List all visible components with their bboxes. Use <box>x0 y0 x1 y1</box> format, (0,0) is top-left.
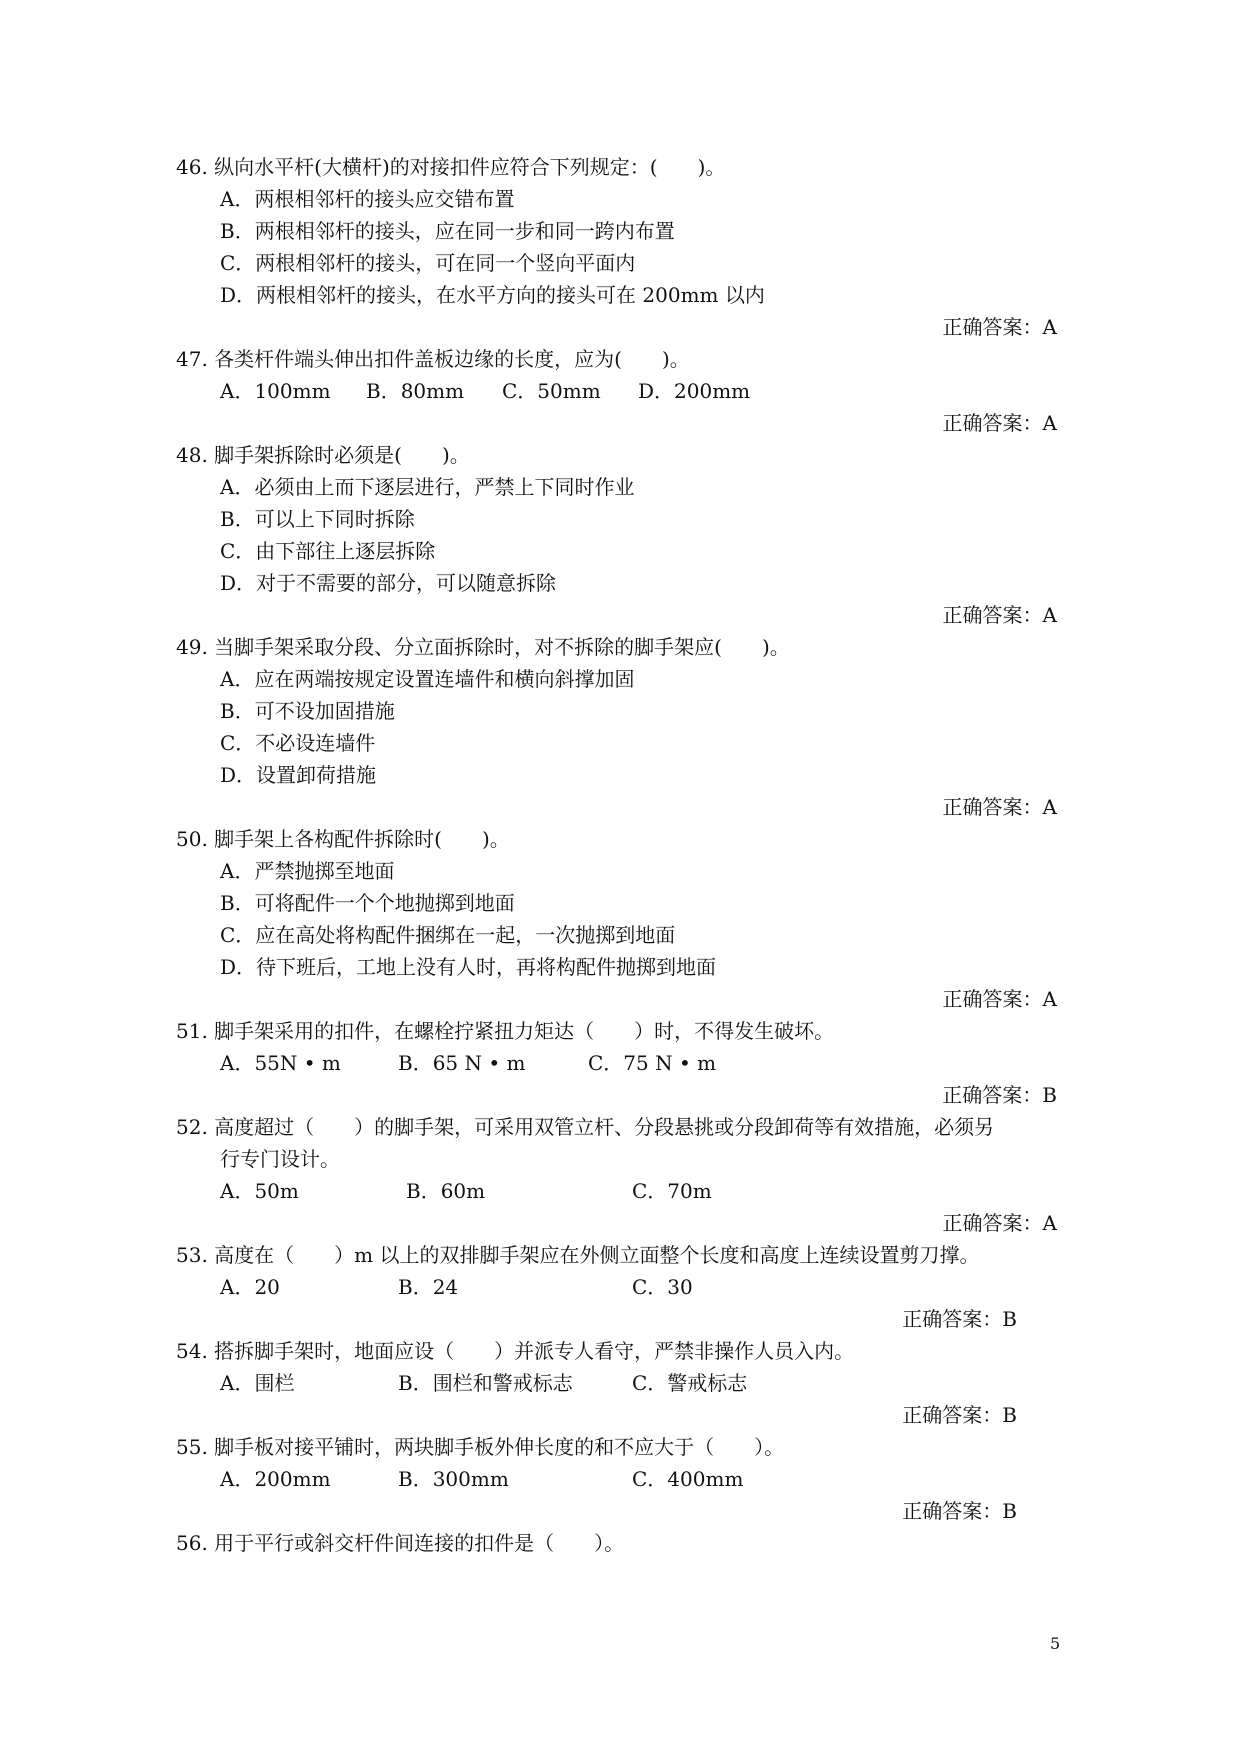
answer: 正确答案：A <box>942 315 1057 339</box>
option: C．30 <box>632 1275 693 1299</box>
option: C．不必设连墙件 <box>220 731 376 755</box>
option: C．两根相邻杆的接头，可在同一个竖向平面内 <box>220 251 636 275</box>
option: B．围栏和警戒标志 <box>398 1371 573 1395</box>
question-text: 搭拆脚手架时，地面应设（ ）并派专人看守，严禁非操作人员入内。 <box>214 1339 855 1363</box>
question-number: 50. <box>176 827 208 851</box>
option: A．围栏 <box>220 1371 295 1395</box>
option: A．20 <box>220 1275 280 1299</box>
question-55 <box>176 1434 784 1460</box>
option: A．55N • m <box>220 1051 341 1075</box>
options-row <box>220 1178 820 1204</box>
question-text: 当脚手架采取分段、分立面拆除时，对不拆除的脚手架应( )。 <box>214 635 790 659</box>
option: A．两根相邻杆的接头应交错布置 <box>220 187 515 211</box>
answer: 正确答案：A <box>942 411 1057 435</box>
option: B．300mm <box>398 1467 509 1491</box>
option: B．可不设加固措施 <box>220 699 395 723</box>
question-text: 高度在（ ）m 以上的双排脚手架应在外侧立面整个长度和高度上连续设置剪刀撑。 <box>214 1243 980 1267</box>
options-row <box>220 1050 820 1076</box>
question-text: 各类杆件端头伸出扣件盖板边缘的长度，应为( )。 <box>214 347 690 371</box>
question-number: 55. <box>176 1435 208 1459</box>
option: C．75 N • m <box>588 1051 717 1075</box>
question-number: 56. <box>176 1531 208 1555</box>
question-text: 高度超过（ ）的脚手架，可采用双管立杆、分段悬挑或分段卸荷等有效措施，必须另 <box>214 1115 995 1139</box>
options-row <box>220 1274 820 1300</box>
question-50 <box>176 826 510 852</box>
option: A．应在两端按规定设置连墙件和横向斜撑加固 <box>220 667 635 691</box>
option: A．50m <box>220 1179 299 1203</box>
answer: 正确答案：B <box>902 1403 1017 1427</box>
option: A．200mm <box>220 1467 331 1491</box>
answer: 正确答案：B <box>902 1499 1017 1523</box>
option: B．60m <box>406 1179 486 1203</box>
answer: 正确答案：A <box>942 795 1057 819</box>
question-text: 脚手板对接平铺时，两块脚手板外伸长度的和不应大于（ ）。 <box>214 1435 785 1459</box>
page-number: 5 <box>1050 1634 1061 1653</box>
question-56 <box>176 1530 624 1556</box>
question-text: 纵向水平杆(大横杆)的对接扣件应符合下列规定：( )。 <box>214 155 726 179</box>
answer: 正确答案：B <box>902 1307 1017 1331</box>
options-row <box>220 378 820 404</box>
question-47 <box>176 346 690 372</box>
options-row <box>220 1370 820 1396</box>
question-number: 51. <box>176 1019 208 1043</box>
option: C．50mm <box>502 379 601 403</box>
option: B．80mm <box>366 379 465 403</box>
question-number: 47. <box>176 347 208 371</box>
option: D．设置卸荷措施 <box>220 763 377 787</box>
question-number: 54. <box>176 1339 208 1363</box>
answer: 正确答案：B <box>942 1083 1057 1107</box>
question-text: 脚手架采用的扣件，在螺栓拧紧扭力矩达（ ）时，不得发生破坏。 <box>214 1019 835 1043</box>
option: D．200mm <box>638 379 751 403</box>
question-51 <box>176 1018 834 1044</box>
question-number: 49. <box>176 635 208 659</box>
option: C．警戒标志 <box>632 1371 748 1395</box>
option: C．由下部往上逐层拆除 <box>220 539 436 563</box>
option: B．可以上下同时拆除 <box>220 507 415 531</box>
options-row <box>220 1466 820 1492</box>
option: C．70m <box>632 1179 712 1203</box>
question-52 <box>176 1114 994 1140</box>
question-54 <box>176 1338 854 1364</box>
question-text: 脚手架上各构配件拆除时( )。 <box>214 827 510 851</box>
question-53 <box>176 1242 980 1268</box>
question-49 <box>176 634 790 660</box>
question-number: 53. <box>176 1243 208 1267</box>
option: B．24 <box>398 1275 459 1299</box>
answer: 正确答案：A <box>942 1211 1057 1235</box>
question-text: 脚手架拆除时必须是( )。 <box>214 443 470 467</box>
option: A．100mm <box>220 379 331 403</box>
answer: 正确答案：A <box>942 987 1057 1011</box>
option: D．两根相邻杆的接头，在水平方向的接头可在 200mm 以内 <box>220 283 765 307</box>
option: B．65 N • m <box>398 1051 526 1075</box>
question-number: 46. <box>176 155 208 179</box>
answer: 正确答案：A <box>942 603 1057 627</box>
option: B．可将配件一个个地抛掷到地面 <box>220 891 515 915</box>
option: A．严禁抛掷至地面 <box>220 859 395 883</box>
question-46 <box>176 154 725 180</box>
question-text: 用于平行或斜交杆件间连接的扣件是（ ）。 <box>214 1531 625 1555</box>
option: D．对于不需要的部分，可以随意拆除 <box>220 571 557 595</box>
option: C．400mm <box>632 1467 744 1491</box>
question-text-continued: 行专门设计。 <box>220 1147 340 1171</box>
option: B．两根相邻杆的接头，应在同一步和同一跨内布置 <box>220 219 675 243</box>
option: C．应在高处将构配件捆绑在一起，一次抛掷到地面 <box>220 923 676 947</box>
question-number: 48. <box>176 443 208 467</box>
question-number: 52. <box>176 1115 208 1139</box>
option: A．必须由上而下逐层进行，严禁上下同时作业 <box>220 475 635 499</box>
question-48 <box>176 442 470 468</box>
option: D．待下班后，工地上没有人时，再将构配件抛掷到地面 <box>220 955 717 979</box>
